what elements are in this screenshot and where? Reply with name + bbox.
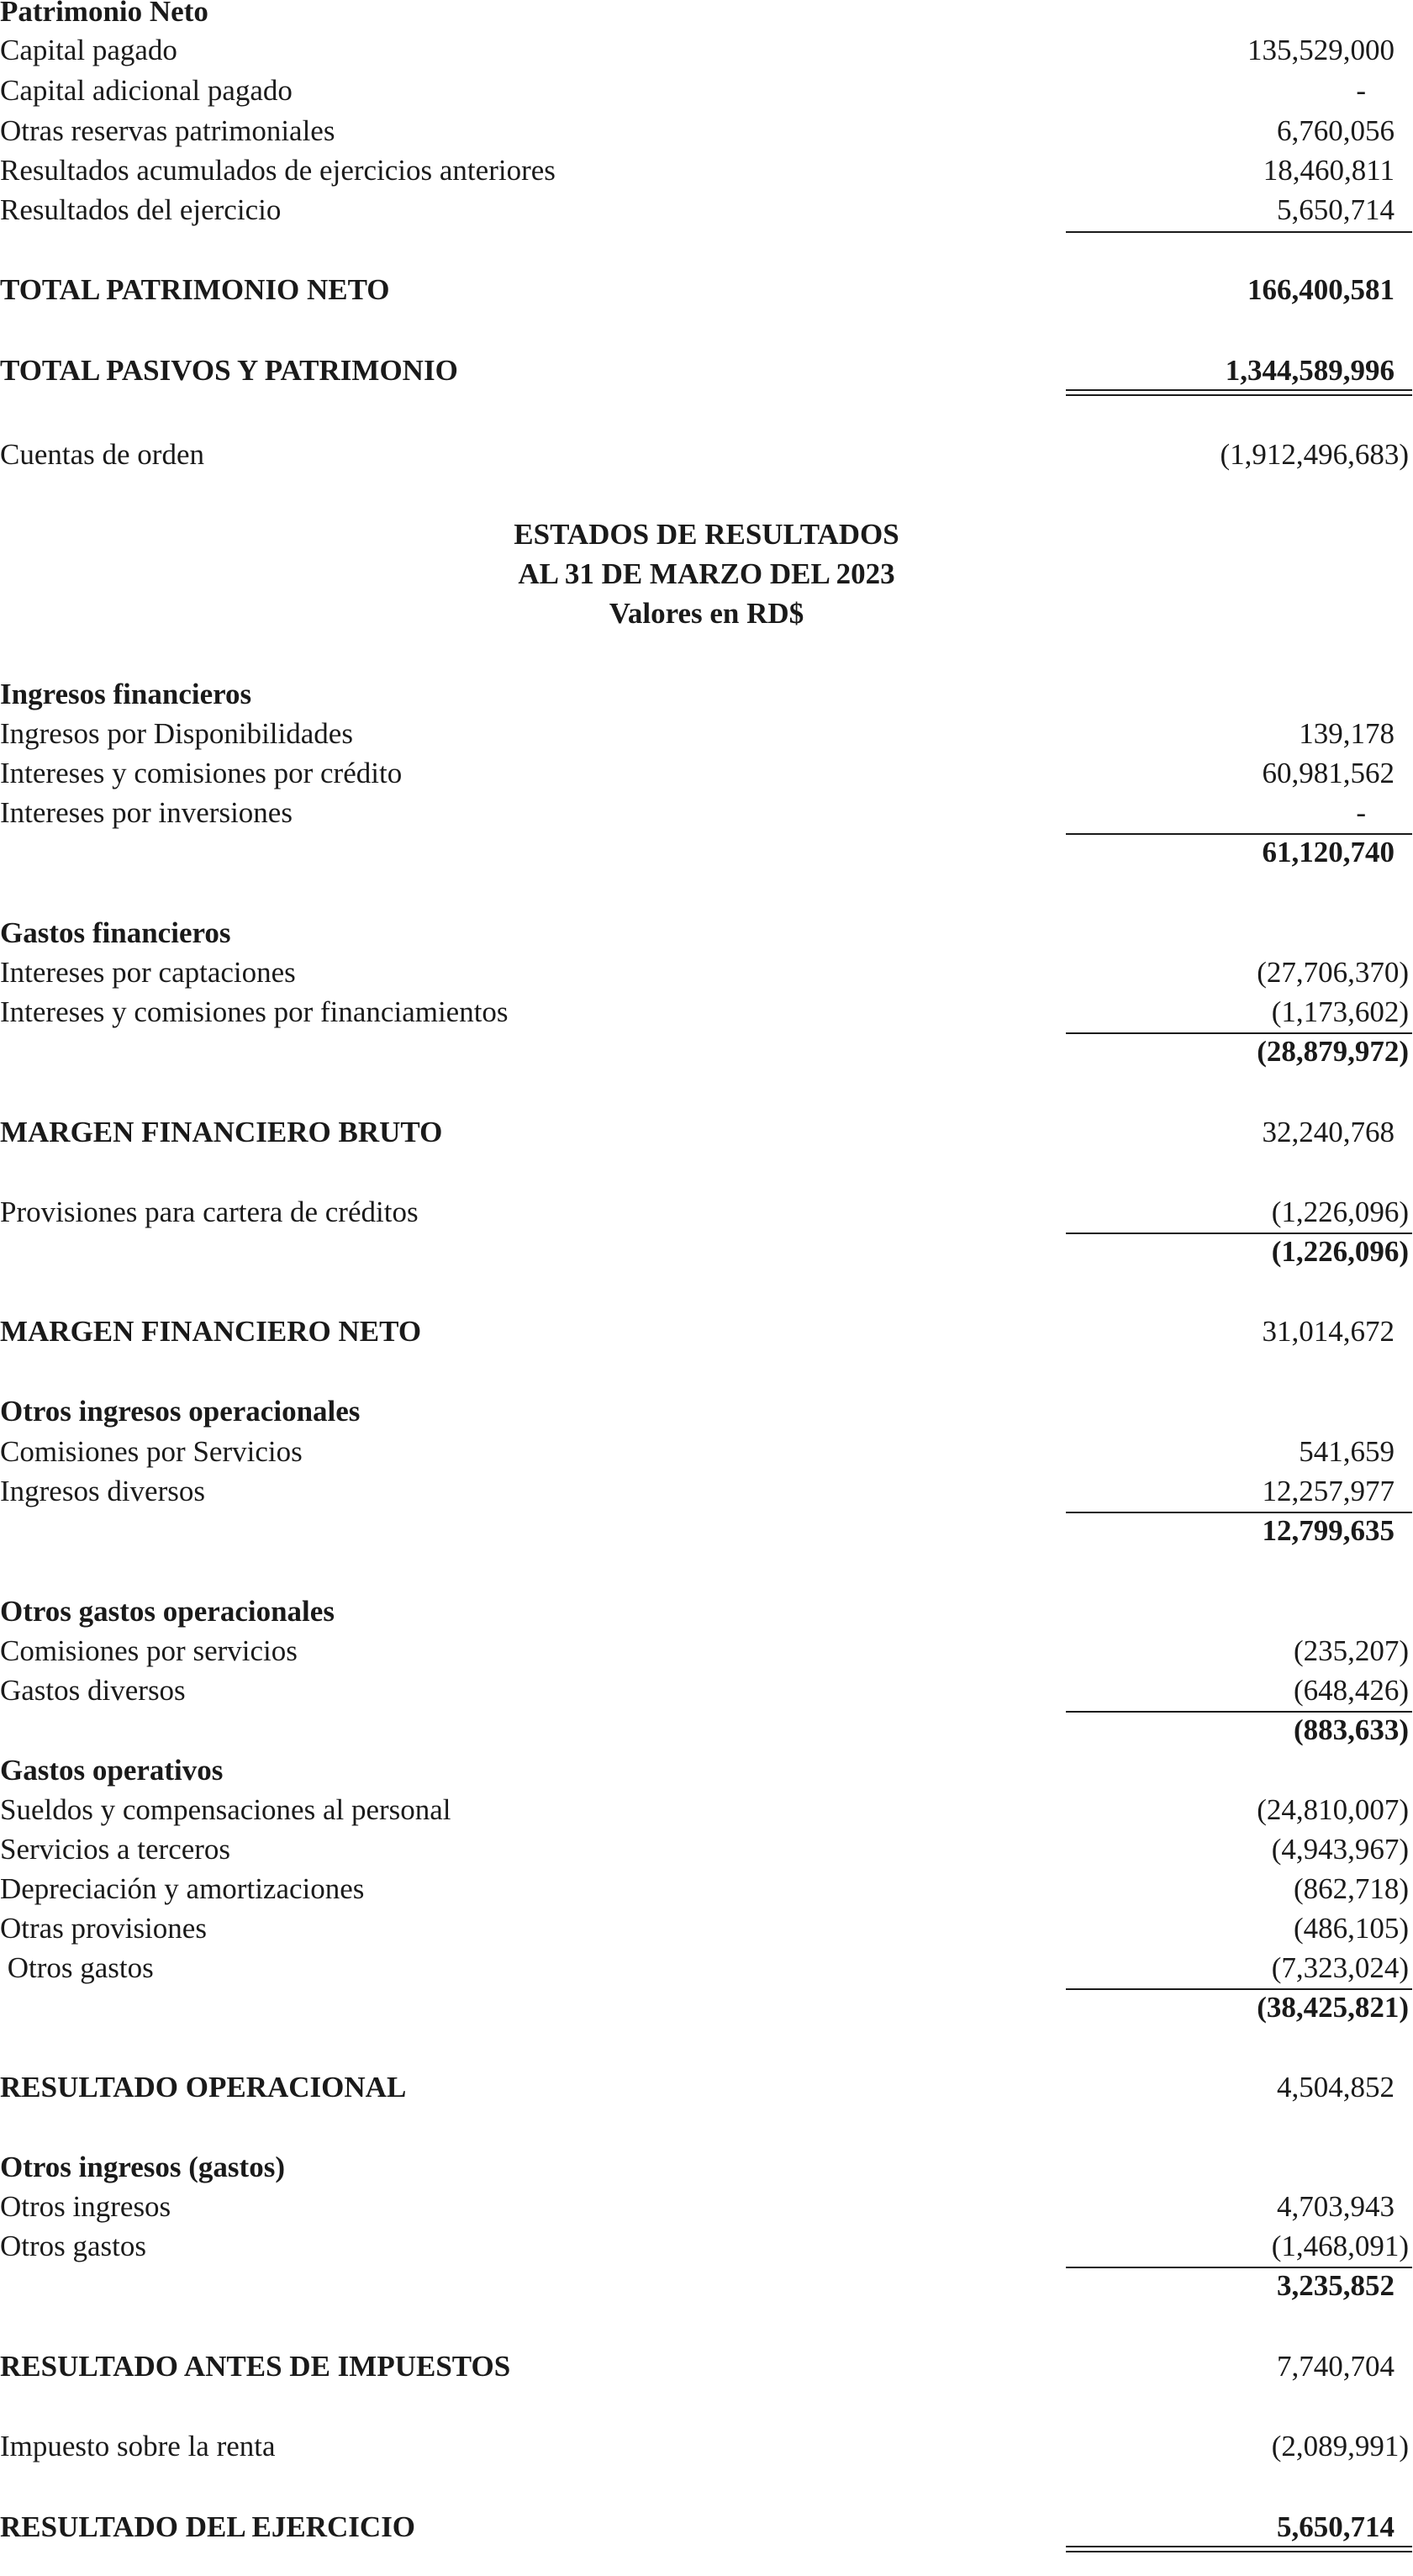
statement-currency: Valores en RD$ <box>609 597 804 630</box>
line-item-label: Provisiones para cartera de créditos <box>0 1196 419 1228</box>
line-item-value: (4,943,967) <box>1271 1833 1409 1866</box>
section-header-label: Otros gastos operacionales <box>0 1595 335 1628</box>
line-item <box>0 1472 1413 1511</box>
subtotal-value: 61,120,740 <box>1262 836 1395 868</box>
result-label: RESULTADO OPERACIONAL <box>0 2071 407 2104</box>
subtotal-value: 12,799,635 <box>1262 1514 1395 1547</box>
result-value: 4,504,852 <box>1277 2071 1395 2104</box>
section-header-otros-gastos-op <box>0 1592 1413 1631</box>
line-item <box>0 1791 1413 1829</box>
line-item-impuesto <box>0 2427 1413 2466</box>
result-label: RESULTADO ANTES DE IMPUESTOS <box>0 2350 511 2383</box>
total-value: 1,344,589,996 <box>1225 354 1395 387</box>
section-header-otros-ingresos-gastos <box>0 2148 1413 2187</box>
line-item-value: (862,718) <box>1293 1872 1409 1905</box>
subtotal-row <box>0 1512 1413 1550</box>
line-item-value: (648,426) <box>1293 1674 1409 1707</box>
line-item-value: 6,760,056 <box>1277 114 1395 147</box>
total-row-patrimonio <box>0 271 1413 309</box>
margin-label: MARGEN FINANCIERO BRUTO <box>0 1116 443 1148</box>
line-item <box>0 31 1413 70</box>
line-item-label: Intereses por captaciones <box>0 956 296 989</box>
subtotal-value: 3,235,852 <box>1277 2269 1395 2302</box>
line-item-value: (27,706,370) <box>1257 956 1409 989</box>
section-header-label: Gastos financieros <box>0 916 231 949</box>
line-item <box>0 953 1413 992</box>
line-item-value: - <box>1356 796 1366 829</box>
line-item-label: Otras provisiones <box>0 1912 207 1945</box>
line-item-value: 5,650,714 <box>1277 193 1395 226</box>
total-row-pasivos <box>0 351 1413 390</box>
subtotal-rule <box>1066 231 1412 233</box>
margin-label: MARGEN FINANCIERO NETO <box>0 1315 422 1348</box>
line-item-label: Otros ingresos <box>0 2190 171 2223</box>
result-label: RESULTADO DEL EJERCICIO <box>0 2510 416 2543</box>
subtotal-value: (28,879,972) <box>1257 1035 1409 1068</box>
margin-value: 31,014,672 <box>1262 1315 1395 1348</box>
subtotal-value: (1,226,096) <box>1271 1235 1409 1268</box>
subtotal-row <box>0 2267 1413 2305</box>
line-item-value: 139,178 <box>1299 717 1395 750</box>
line-item-label: Comisiones por Servicios <box>0 1435 303 1468</box>
subtotal-row <box>0 1233 1413 1271</box>
line-item <box>0 1830 1413 1869</box>
line-item-value: (1,912,496,683) <box>1220 438 1409 471</box>
section-header-label: Otros ingresos (gastos) <box>0 2151 285 2183</box>
line-item <box>0 151 1413 190</box>
section-header-gastos-financieros <box>0 914 1413 953</box>
line-item <box>0 1870 1413 1908</box>
section-header-label: Gastos operativos <box>0 1754 224 1787</box>
line-item-value: (1,226,096) <box>1271 1196 1409 1228</box>
line-item <box>0 1632 1413 1671</box>
subtotal-row <box>0 1988 1413 2027</box>
subtotal-row <box>0 1032 1413 1071</box>
double-rule <box>1066 389 1412 396</box>
result-row-operacional <box>0 2068 1413 2107</box>
line-item <box>0 191 1413 230</box>
line-item-label: Sueldos y compensaciones al personal <box>0 1793 451 1826</box>
result-row-antes-impuestos <box>0 2347 1413 2386</box>
line-item-label: Otros gastos <box>0 1951 154 1984</box>
section-header-otros-ingresos-op <box>0 1392 1413 1431</box>
line-item-value: (486,105) <box>1293 1912 1409 1945</box>
subtotal-value: (38,425,821) <box>1257 1991 1409 2024</box>
line-item-label: Intereses y comisiones por crédito <box>0 757 403 789</box>
line-item-label: Comisiones por servicios <box>0 1634 298 1667</box>
line-item-label: Impuesto sobre la renta <box>0 2430 276 2463</box>
line-item-cuentas <box>0 435 1413 474</box>
line-item-label: Cuentas de orden <box>0 438 204 471</box>
line-item <box>0 754 1413 793</box>
line-item <box>0 1949 1413 1987</box>
line-item <box>0 2188 1413 2226</box>
line-item-value: 541,659 <box>1299 1435 1395 1468</box>
result-value: 5,650,714 <box>1277 2510 1395 2543</box>
section-header-gastos-operativos <box>0 1751 1413 1790</box>
line-item-value: 18,460,811 <box>1263 154 1395 187</box>
result-value: 7,740,704 <box>1277 2350 1395 2383</box>
line-item-label: Capital pagado <box>0 34 177 66</box>
line-item-label: Resultados del ejercicio <box>0 193 282 226</box>
line-item <box>0 794 1413 832</box>
section-header-label: Otros ingresos operacionales <box>0 1395 361 1428</box>
line-item-label: Resultados acumulados de ejercicios anteriores <box>0 154 556 187</box>
line-item <box>0 1433 1413 1471</box>
line-item <box>0 1909 1413 1948</box>
line-item-value: (7,323,024) <box>1271 1951 1409 1984</box>
statement-date: AL 31 DE MARZO DEL 2023 <box>518 557 895 590</box>
line-item-label: Gastos diversos <box>0 1674 186 1707</box>
line-item-value: (1,468,091) <box>1271 2230 1409 2262</box>
section-header-patrimonio <box>0 0 1413 31</box>
subtotal-row <box>0 1711 1413 1750</box>
line-item-label: Ingresos diversos <box>0 1475 205 1507</box>
line-item-label: Intereses por inversiones <box>0 796 293 829</box>
line-item-label: Otros gastos <box>0 2230 147 2262</box>
line-item-value: 12,257,977 <box>1262 1475 1395 1507</box>
line-item-value: 60,981,562 <box>1262 757 1395 789</box>
subtotal-value: (883,633) <box>1293 1713 1409 1746</box>
line-item <box>0 112 1413 150</box>
line-item-label: Otras reservas patrimoniales <box>0 114 335 147</box>
line-item-value: 4,703,943 <box>1277 2190 1395 2223</box>
line-item-label: Intereses y comisiones por financiamientos <box>0 995 509 1028</box>
line-item-label: Capital adicional pagado <box>0 74 293 107</box>
subtotal-row <box>0 833 1413 872</box>
section-header-label: Ingresos financieros <box>0 678 252 710</box>
line-item <box>0 71 1413 110</box>
line-item-value: - <box>1356 74 1366 107</box>
line-item <box>0 1671 1413 1710</box>
line-item <box>0 993 1413 1032</box>
line-item-value: (235,207) <box>1293 1634 1409 1667</box>
total-value: 166,400,581 <box>1247 273 1395 306</box>
double-rule <box>1066 2546 1412 2552</box>
line-item-provisiones <box>0 1193 1413 1232</box>
statement-title: ESTADOS DE RESULTADOS <box>514 518 899 551</box>
line-item-value: (2,089,991) <box>1271 2430 1409 2463</box>
line-item-label: Depreciación y amortizaciones <box>0 1872 365 1905</box>
line-item-value: (24,810,007) <box>1257 1793 1409 1826</box>
line-item-value: 135,529,000 <box>1247 34 1395 66</box>
margin-row-neto <box>0 1312 1413 1351</box>
line-item-label: Ingresos por Disponibilidades <box>0 717 353 750</box>
line-item <box>0 2227 1413 2266</box>
margin-value: 32,240,768 <box>1262 1116 1395 1148</box>
result-row-ejercicio <box>0 2508 1413 2547</box>
line-item-value: (1,173,602) <box>1271 995 1409 1028</box>
line-item <box>0 715 1413 753</box>
total-label: TOTAL PASIVOS Y PATRIMONIO <box>0 354 458 387</box>
total-label: TOTAL PATRIMONIO NETO <box>0 273 390 306</box>
section-header-label: Patrimonio Neto <box>0 0 208 28</box>
line-item-label: Servicios a terceros <box>0 1833 231 1866</box>
margin-row-bruto <box>0 1113 1413 1152</box>
section-header-ingresos-financieros <box>0 675 1413 714</box>
